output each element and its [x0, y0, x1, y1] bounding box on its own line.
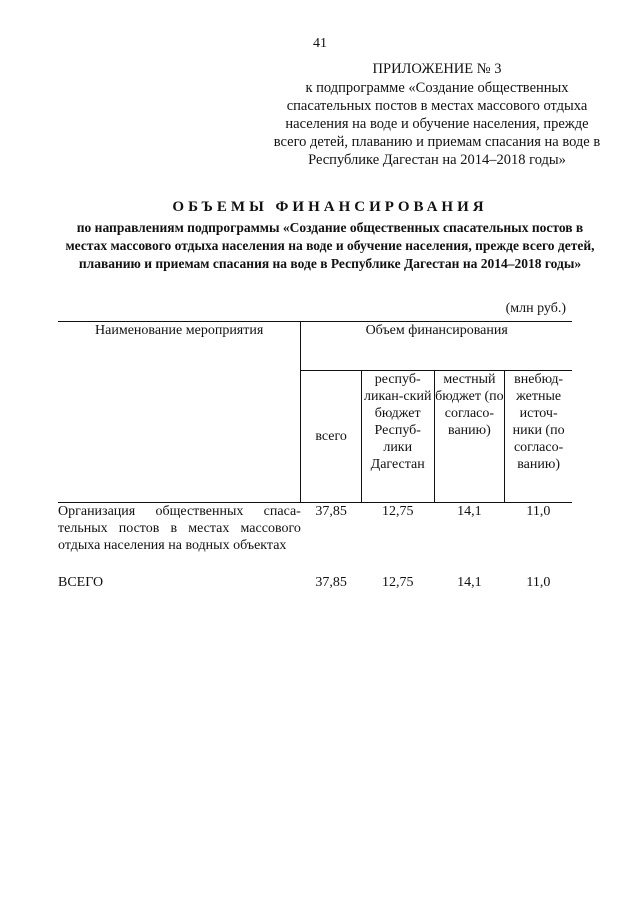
appendix-title: ПРИЛОЖЕНИЕ № 3	[372, 61, 502, 77]
main-heading: ОБЪЕМЫ ФИНАНСИРОВАНИЯ	[172, 199, 488, 215]
table-header-row	[58, 322, 572, 371]
header-republic-budget: респуб-ликан-ский бюджет Респуб-лики Дагестан	[361, 371, 434, 503]
appendix-text: к подпрограмме «Создание общественных спасательных постов в местах массового отдыха населения на воде и обучение населения, прежде всего детей, плаванию и приемам спасания на воде в Республике Дагестан на 2014–2018 годы»	[273, 80, 601, 168]
total-extra: 11,0	[526, 575, 551, 590]
row-total: 37,85	[315, 504, 347, 519]
header-local-budget: местный бюджет (по согласо-ванию)	[434, 371, 505, 503]
total-republic: 12,75	[381, 575, 414, 590]
page-number: 41	[313, 36, 327, 51]
header-group: Объем финансирования	[301, 322, 572, 371]
header-extra-budget: внебюд-жетные источ-ники (по согласо-ванию)	[505, 371, 572, 503]
row-republic: 12,75	[381, 504, 414, 519]
row-local: 14,1	[457, 504, 482, 519]
row-name: Организация общественных спаса-тельных постов в местах массового отдыха населения на водных объектах	[58, 504, 301, 553]
table-row	[58, 503, 572, 555]
header-name: Наименование мероприятия	[58, 322, 301, 503]
total-row	[58, 554, 572, 591]
total-total: 37,85	[315, 575, 347, 590]
header-total: всего	[301, 371, 362, 503]
funding-table	[58, 321, 572, 591]
row-extra: 11,0	[526, 504, 551, 519]
title-block	[60, 197, 600, 273]
appendix-block	[272, 60, 602, 169]
subheading: по направлениям подпрограммы «Создание общественных спасательных постов в местах массового отдыха населения на воде и обучение населения, прежде всего детей, плаванию и приемам спасания на воде в Республике Дагестан на 2014–2018 годы»	[65, 220, 595, 271]
total-label: ВСЕГО	[58, 575, 104, 590]
total-local: 14,1	[457, 575, 482, 590]
units-label: (млн руб.)	[505, 301, 566, 316]
